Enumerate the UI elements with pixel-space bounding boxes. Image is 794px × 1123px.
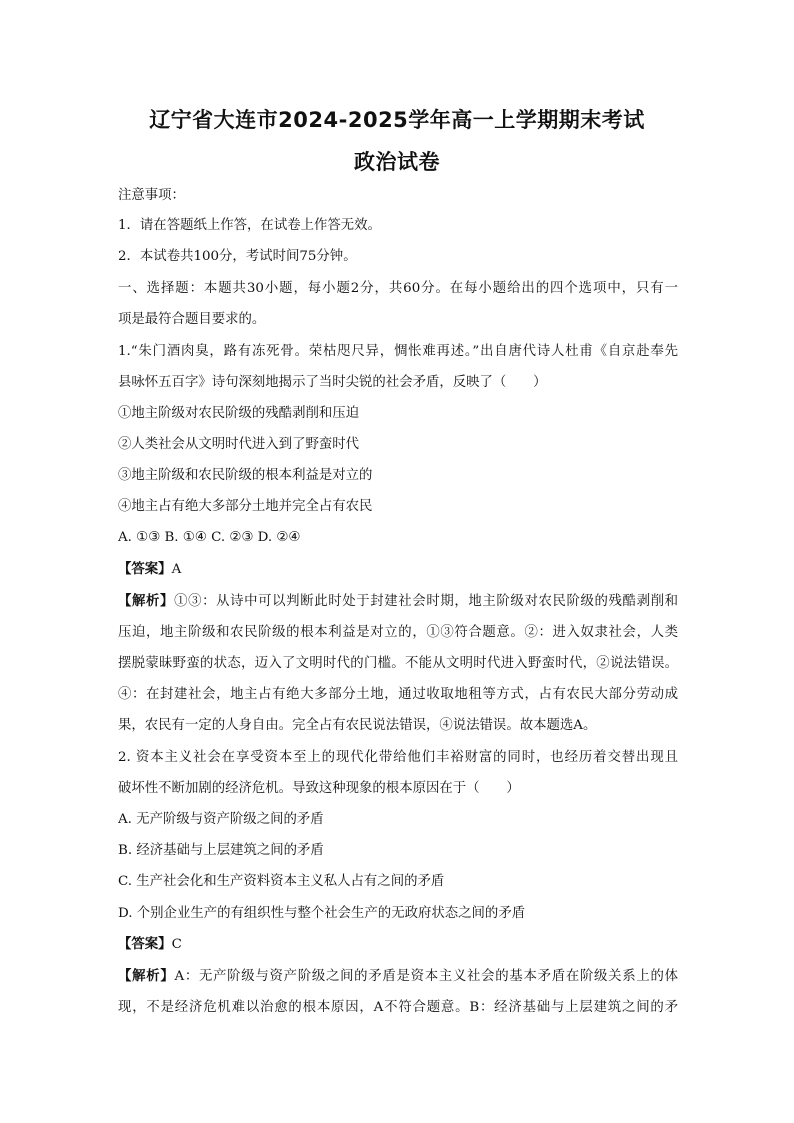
exam-subject: 政治试卷: [354, 150, 440, 174]
q1-statement-4: ④地主占有绝大多部分土地并完全占有农民: [118, 499, 373, 514]
q2-analysis-line-2: 现，不是经济危机难以治愈的根本原因，A不符合题意。B：经济基础与上层建筑之间的矛: [118, 1000, 678, 1015]
section-instructions-line-2: 项是最符合题目要求的。: [118, 312, 266, 327]
q2-answer: [118, 935, 678, 955]
q1-analysis-line-4: ④：在封建社会，地主占有绝大多部分土地，通过收取地租等方式，占有农民大部分劳动成: [118, 687, 678, 702]
q1-statement-3: ③地主阶级和农民阶级的根本利益是对立的: [118, 468, 373, 483]
q2-stem-line-1: 2. 资本主义社会在享受资本至上的现代化带给他们丰裕财富的同时，也经历着交替出现且: [118, 750, 678, 765]
q1-stem-line-2: 县咏怀五百字》诗句深刻地揭示了当时尖锐的社会矛盾，反映了（ ）: [118, 375, 547, 390]
q1-statement-2: ②人类社会从文明时代进入到了野蛮时代: [118, 437, 360, 452]
q2-option-b: B. 经济基础与上层建筑之间的矛盾: [118, 843, 324, 858]
q2-analysis-line-1: [118, 967, 678, 987]
exam-title: 辽宁省大连市2024-2025学年高一上学期期末考试: [149, 108, 645, 132]
q1-analysis-line-5: 果，农民有一定的人身自由。完全占有农民说法错误，④说法错误。故本题选A。: [118, 718, 597, 733]
q2-analysis-text-1: A：无产阶级与资产阶级之间的矛盾是资本主义社会的基本矛盾在阶级关系上的体: [174, 969, 678, 984]
q1-answer: [118, 560, 678, 580]
answer-label: 【答案】: [118, 937, 172, 952]
q2-stem-line-2: 破坏性不断加剧的经济危机。导致这种现象的根本原因在于（ ）: [118, 781, 520, 796]
notice-item-2: 2．本试卷共100分，考试时间75分钟。: [118, 249, 357, 264]
q2-answer-value: C: [171, 937, 182, 952]
q1-options: A. ①③ B. ①④ C. ②③ D. ②④: [118, 530, 301, 545]
notice-header: 注意事项：: [118, 188, 185, 203]
q1-answer-value: A: [171, 562, 182, 577]
section-instructions-line-1: 一、选择题：本题共30小题，每小题2分，共60分。在每小题给出的四个选项中，只有一: [118, 281, 678, 296]
q1-analysis-line-1: [118, 592, 678, 612]
analysis-label: 【解析】: [118, 594, 175, 609]
q1-analysis-text-1: ①③：从诗中可以判断此时处于封建社会时期，地主阶级对农民阶级的残酷剥削和: [174, 594, 678, 609]
q1-statement-1: ①地主阶级对农民阶级的残酷剥削和压迫: [118, 406, 360, 421]
q1-analysis-line-2: 压迫，地主阶级和农民阶级的根本利益是对立的，①③符合题意。②：进入奴隶社会，人类: [118, 625, 678, 640]
q1-analysis-line-3: 摆脱蒙昧野蛮的状态，迈入了文明时代的门槛。不能从文明时代进入野蛮时代，②说法错误。: [118, 656, 678, 671]
q1-stem-line-1: 1.“朱门酒肉臭，路有冻死骨。荣枯咫尺异，惆怅难再述。”出自唐代诗人杜甫《自京赴奉先: [118, 344, 678, 359]
notice-item-1: 1．请在答题纸上作答，在试卷上作答无效。: [118, 218, 381, 233]
answer-label: 【答案】: [118, 562, 172, 577]
q2-option-d: D. 个别企业生产的有组织性与整个社会生产的无政府状态之间的矛盾: [118, 906, 526, 921]
q2-option-c: C. 生产社会化和生产资料资本主义私人占有之间的矛盾: [118, 874, 445, 889]
analysis-label: 【解析】: [118, 969, 175, 984]
q2-option-a: A. 无产阶级与资产阶级之间的矛盾: [118, 812, 324, 827]
